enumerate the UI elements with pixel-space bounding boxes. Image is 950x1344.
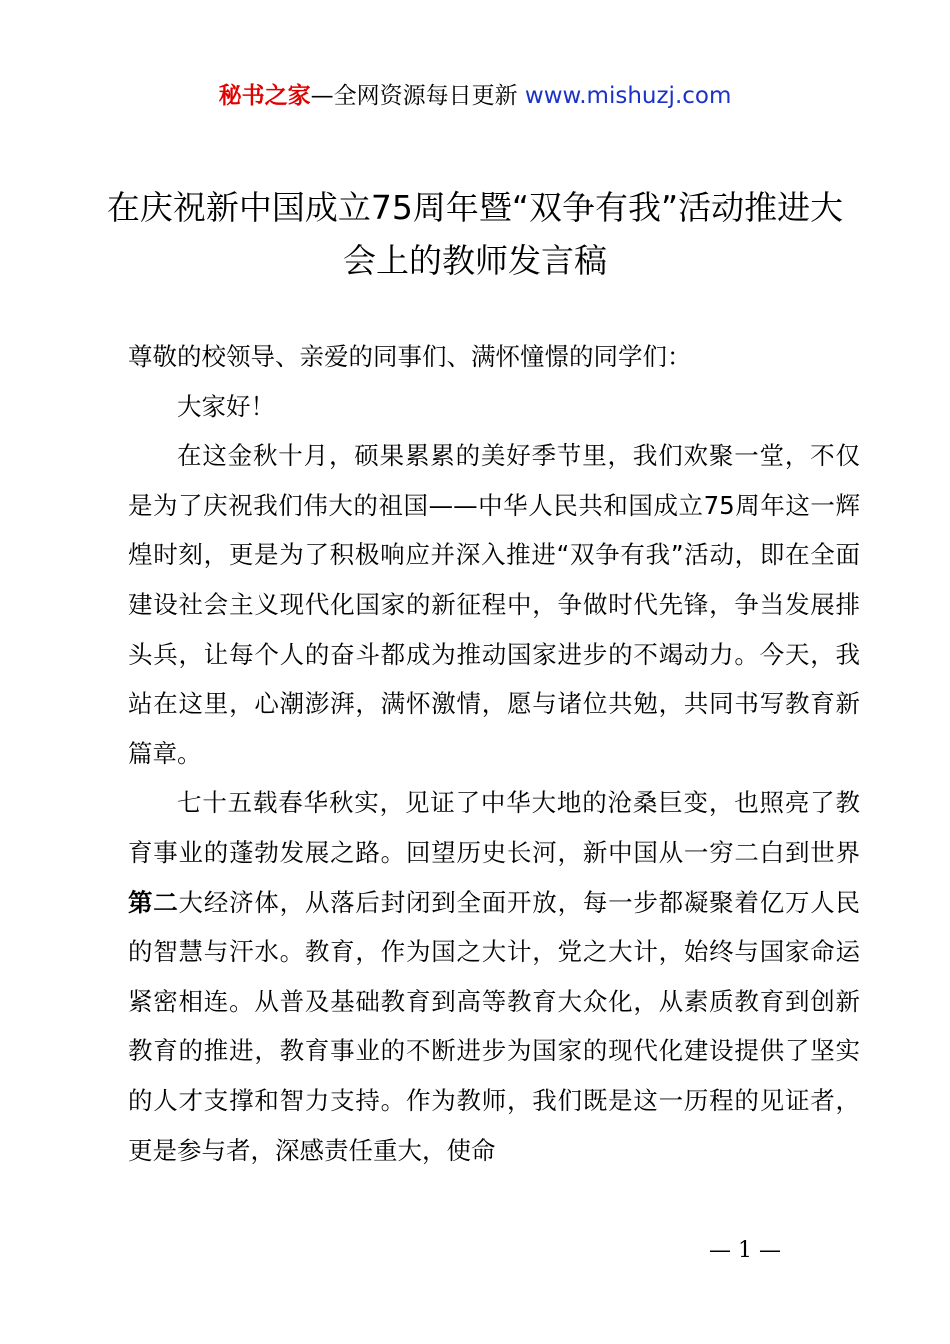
- paragraph-2: [128, 778, 860, 1175]
- paragraph-2-bold-text: 第二: [128, 887, 179, 917]
- page-number: — 1 —: [709, 1238, 781, 1263]
- paragraph-2-text-end: 大经济体，从落后封闭到全面开放，每一步都凝聚着亿万人民的智慧与汗水。教育，作为国之大计，党之大计，始终与国家命运紧密相连。从普及基础教育到高等教育大众化，从素质教育到创新教育的推进，教育事业的不断进步为国家的现代化建设提供了坚实的人才支撑和智力支持。作为教师，我们既是这一历程的见证者，更是参与者，深感责任重大，使命: [128, 887, 861, 1165]
- salutation: 尊敬的校领导、亲爱的同事们、满怀憧憬的同学们：: [128, 342, 692, 371]
- document-title: 在庆祝新中国成立75周年暨“双争有我”活动推进大会上的教师发言稿: [106, 188, 844, 280]
- brand-name: 秘书之家: [218, 83, 311, 109]
- document-body: [128, 332, 860, 1175]
- header-tagline: —全网资源每日更新: [310, 83, 518, 109]
- site-url-link[interactable]: www.mishuzj.com: [524, 83, 732, 109]
- paragraph-1: 在这金秋十月，硕果累累的美好季节里，我们欢聚一堂，不仅是为了庆祝我们伟大的祖国——中华人民共和国成立75周年这一辉煌时刻，更是为了积极响应并深入推进“双争有我”活动，即在全面建设社会主义现代化国家的新征程中，争做时代先锋，争当发展排头兵，让每个人的奋斗都成为推动国家进步的不竭动力。今天，我站在这里，心潮澎湃，满怀激情，愿与诸位共勉，共同书写教育新篇章。: [128, 441, 860, 768]
- paragraph-2-text-start: 七十五载春华秋实，见证了中华大地的沧桑巨变，也照亮了教育事业的蓬勃发展之路。回望历史长河，新中国从一穷二白到世界: [128, 788, 860, 867]
- site-header: [0, 80, 950, 112]
- greeting: 大家好！: [177, 391, 275, 421]
